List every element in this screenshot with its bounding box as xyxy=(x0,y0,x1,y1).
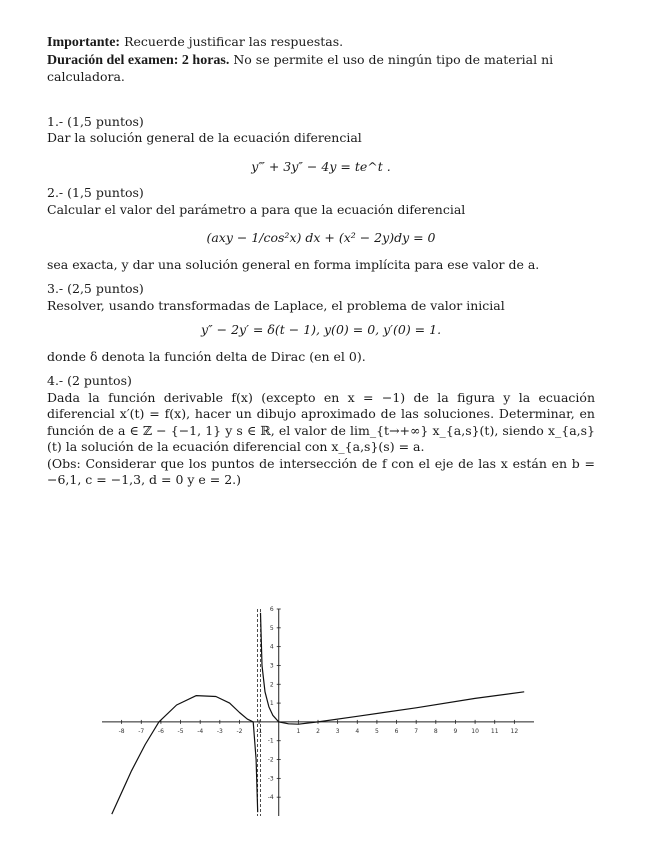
problem-4-text: Dada la función derivable f(x) (excepto en x = −1) de la figura y la ecuación diferencial x′(t) = f(x), hacer un dibujo aproximado de las soluciones. Determinar, en función de a ∈ ℤ − {−1, 1} y s ∈ ℝ, el valor de lim_{t→+∞} x_{a,s}(t), siendo x_{a,s}(t) la solución de la ecuación diferencial con x_{a,s}(s) = a. xyxy=(47,389,595,454)
x-tick-label: 2 xyxy=(316,727,320,735)
important-line xyxy=(47,34,595,52)
x-tick-label: -2 xyxy=(236,727,243,735)
x-tick-label: 8 xyxy=(433,727,438,735)
x-tick-label: 11 xyxy=(490,727,499,735)
important-text: Recuerde justificar las respuestas. xyxy=(120,34,344,49)
series-line-1 xyxy=(261,613,525,724)
problem-3-equation: y″ − 2y′ = δ(t − 1), y(0) = 0, y′(0) = 1. xyxy=(200,322,442,337)
problem-2 xyxy=(47,185,595,273)
y-tick-label: -2 xyxy=(267,756,274,764)
x-tick-label: -1 xyxy=(256,727,263,735)
problem-4 xyxy=(47,373,595,489)
graph-svg xyxy=(98,605,538,820)
problem-1 xyxy=(47,114,595,176)
y-tick-label: 6 xyxy=(269,606,274,613)
x-tick-label: 9 xyxy=(453,727,458,735)
x-tick-label: 12 xyxy=(510,727,519,735)
problem-1-equation: y‴ + 3y″ − 4y = te^t . xyxy=(251,158,391,174)
problem-2-title: 2.- (1,5 puntos) xyxy=(47,185,144,200)
y-tick-label: -4 xyxy=(267,794,274,802)
problem-3-text: Resolver, usando transformadas de Laplace, el problema de valor inicial xyxy=(47,297,505,313)
x-tick-label: 10 xyxy=(471,727,479,735)
problem-1-title: 1.- (1,5 puntos) xyxy=(47,113,144,129)
x-tick-label: -5 xyxy=(177,727,184,735)
y-tick-label: 2 xyxy=(269,681,274,689)
x-tick-label: 4 xyxy=(355,727,360,735)
exam-header xyxy=(47,34,595,86)
x-tick-label: -3 xyxy=(216,727,223,735)
y-tick-label: 4 xyxy=(269,643,274,651)
y-tick-label: 1 xyxy=(269,700,274,708)
x-tick-label: -7 xyxy=(138,727,145,735)
problem-3 xyxy=(47,281,595,365)
exam-page xyxy=(47,34,595,489)
duration-text: No se permite el uso de ningún tipo de material ni calculadora. xyxy=(47,51,554,84)
problem-3-title: 3.- (2,5 puntos) xyxy=(47,281,144,296)
y-tick-label: -1 xyxy=(267,737,274,745)
x-tick-label: -6 xyxy=(157,727,164,735)
problem-2-after: sea exacta, y dar una solución general en forma implícita para ese valor de a. xyxy=(47,256,540,272)
series-line-0 xyxy=(112,696,258,815)
important-label: Importante: xyxy=(47,35,121,50)
problem-4-obs: (Obs: Considerar que los puntos de intersección de f con el eje de las x están en b = −6,1, c = −1,3, d = 0 y e = 2.) xyxy=(47,455,595,487)
function-graph xyxy=(98,605,538,820)
y-tick-label: 5 xyxy=(269,624,274,632)
x-tick-label: 3 xyxy=(335,727,340,735)
x-tick-label: 6 xyxy=(394,727,399,735)
y-tick-label: 3 xyxy=(269,662,274,670)
x-tick-label: -8 xyxy=(118,727,125,735)
x-tick-label: 1 xyxy=(296,727,301,735)
duration-line xyxy=(47,52,595,86)
problem-2-text: Calcular el valor del parámetro a para que la ecuación diferencial xyxy=(47,201,466,217)
problem-2-equation: (axy − 1/cos²x) dx + (x² − 2y)dy = 0 xyxy=(206,230,436,245)
problem-1-text: Dar la solución general de la ecuación diferencial xyxy=(47,130,362,145)
x-tick-label: 7 xyxy=(414,727,419,735)
x-tick-label: -4 xyxy=(197,727,204,735)
x-tick-label: 5 xyxy=(374,727,379,735)
y-tick-label: -3 xyxy=(267,775,274,783)
problem-4-title: 4.- (2 puntos) xyxy=(47,373,132,388)
duration-label: Duración del examen: 2 horas. xyxy=(47,52,230,68)
problem-3-after: donde δ denota la función delta de Dirac (en el 0). xyxy=(47,348,366,364)
